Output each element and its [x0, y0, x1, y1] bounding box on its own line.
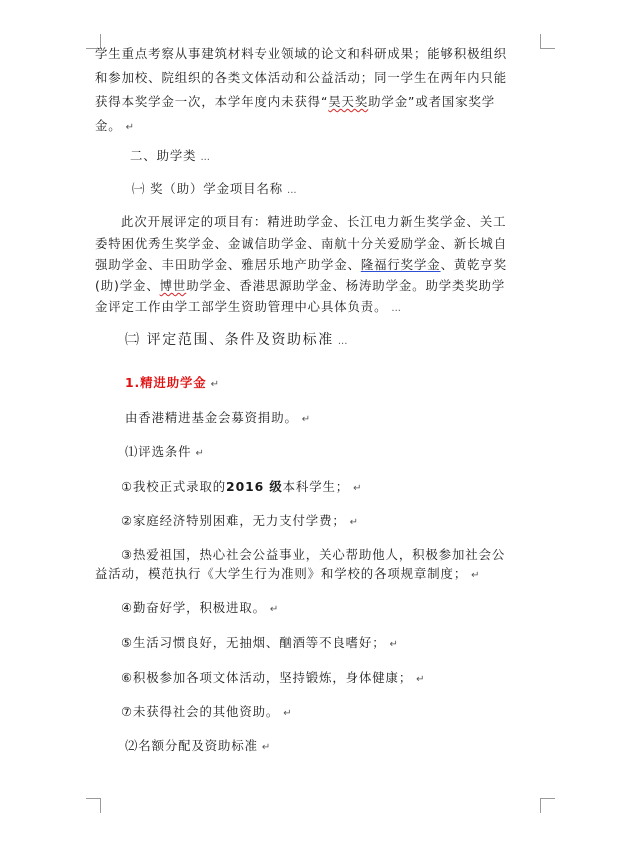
text-run: ⑴评选条件: [125, 444, 192, 459]
page-corner-mark-bottom-right: [540, 798, 555, 813]
paragraph-line[interactable]: [95, 46, 507, 62]
paragraph-line[interactable]: [95, 278, 505, 294]
subsection-heading[interactable]: [132, 181, 297, 199]
text-run: 获得本奖学金一次，本学年度内未获得“: [95, 94, 329, 109]
paragraph-mark-icon: ↵: [416, 674, 425, 685]
text-run: ⑤生活习惯良好，无抽烟、酗酒等不良嗜好；: [121, 635, 386, 650]
text-run-bold: 2016 级: [226, 479, 283, 494]
text-run: 和参加校、院组织的各类文体活动和公益活动；同一学生在两年内只能: [95, 70, 508, 85]
heading-text: 二、助学类: [130, 148, 197, 163]
paragraph-line[interactable]: [95, 257, 507, 273]
text-run: 本科学生；: [282, 479, 350, 494]
paragraph-line[interactable]: [121, 214, 506, 230]
paragraph-mark-icon: ↵: [125, 122, 134, 133]
text-run: 助学金、香港思源助学金、杨涛助学金。助学类奖助学: [186, 278, 506, 293]
list-item[interactable]: [121, 513, 358, 531]
paragraph-mark-icon: ...: [337, 336, 348, 347]
list-item[interactable]: [121, 670, 425, 688]
paragraph-mark-icon: ↵: [195, 448, 204, 459]
paragraph-line[interactable]: [95, 236, 507, 252]
text-run: 强助学金、丰田助学金、雅居乐地产助学金、: [95, 257, 361, 272]
section-heading[interactable]: [130, 148, 210, 166]
item-heading[interactable]: [125, 375, 219, 393]
text-run: 、黄乾亨奖: [440, 257, 508, 272]
paragraph-mark-icon: ...: [200, 152, 210, 163]
paragraph-mark-icon: ↵: [389, 639, 398, 650]
page-corner-mark-top-right: [540, 34, 555, 49]
paragraph-mark-icon: ↵: [261, 742, 271, 753]
grammar-flagged-text[interactable]: 隆福行奖学金: [360, 257, 441, 272]
text-run: ①我校正式录取的: [121, 479, 227, 494]
paragraph-line[interactable]: [95, 94, 495, 110]
paragraph-line[interactable]: [95, 70, 507, 86]
list-item[interactable]: [121, 704, 292, 722]
text-run: 益活动，模范执行《大学生行为准则》和学校的各项规章制度；: [95, 566, 468, 581]
paragraph-mark-icon: ↵: [301, 414, 311, 425]
paragraph-line[interactable]: [125, 410, 310, 428]
text-run: 学生重点考察从事建筑材料专业领域的论文和科研成果；能够积极组织: [95, 46, 508, 61]
item-heading-text: 1.精进助学金: [125, 375, 207, 390]
list-item[interactable]: [121, 479, 361, 497]
spellcheck-flagged-text[interactable]: 博世: [159, 278, 187, 293]
page-corner-mark-bottom-left: [86, 798, 101, 813]
paragraph-mark-icon: ↵: [210, 379, 219, 390]
paragraph-mark-icon: ↵: [353, 483, 362, 494]
paragraph-mark-icon: ...: [391, 303, 401, 314]
text-run: 此次开展评定的项目有：精进助学金、长江电力新生奖学金、关工: [121, 214, 507, 229]
heading-text: ㈠ 奖（助）学金项目名称: [132, 181, 284, 196]
text-run: ⑦未获得社会的其他资助。: [121, 704, 280, 719]
list-item[interactable]: [121, 547, 505, 563]
text-run: 委特困优秀生奖学金、金诚信助学金、南航十分关爱励学金、新长城自: [95, 236, 508, 251]
list-heading[interactable]: [125, 444, 204, 462]
text-run: ③热爱祖国，热心社会公益事业，关心帮助他人，积极参加社会公: [121, 547, 506, 562]
text-run: 金评定工作由学工部学生资助管理中心具体负责。: [95, 299, 388, 314]
text-run: ⑥积极参加各项文体活动，坚持锻炼，身体健康；: [121, 670, 413, 685]
list-item[interactable]: [121, 635, 398, 653]
paragraph-mark-icon: ↵: [349, 517, 359, 528]
text-run: 金。: [95, 118, 122, 133]
text-run: 助学金”或者国家奖学: [368, 94, 496, 109]
heading-text: ㈡ 评定范围、条件及资助标准: [125, 332, 334, 348]
text-run: 由香港精进基金会募资捐助。: [125, 410, 298, 425]
text-run: ④勤奋好学，积极进取。: [121, 600, 266, 615]
list-item-continuation[interactable]: [95, 566, 480, 584]
text-run: ②家庭经济特别困难，无力支付学费；: [121, 513, 346, 528]
paragraph-mark-icon: ↵: [269, 604, 279, 615]
list-item[interactable]: [121, 600, 278, 618]
text-run: ⑵名额分配及资助标准: [125, 738, 258, 753]
paragraph-line[interactable]: [95, 118, 134, 136]
paragraph-line[interactable]: [95, 299, 401, 317]
list-heading[interactable]: [125, 738, 270, 756]
paragraph-mark-icon: ↵: [471, 570, 480, 581]
subsection-heading[interactable]: [125, 332, 347, 350]
paragraph-mark-icon: ...: [287, 185, 297, 196]
paragraph-mark-icon: ↵: [283, 708, 292, 719]
text-run: (助)学金、: [95, 278, 160, 293]
spellcheck-flagged-text[interactable]: 昊天奖: [328, 94, 369, 109]
